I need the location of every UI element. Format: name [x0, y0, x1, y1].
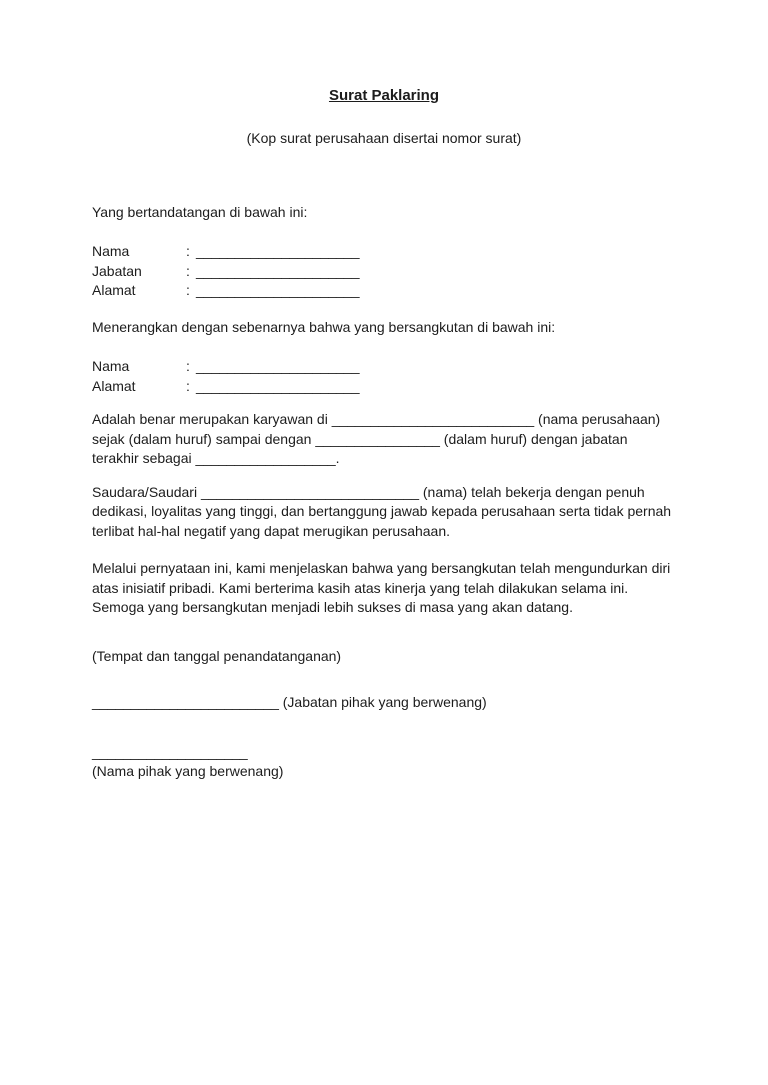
field-separator: :	[186, 282, 190, 298]
field-row-alamat	[92, 377, 676, 397]
field-blank-line: _____________________	[196, 262, 360, 279]
field-separator: :	[186, 262, 190, 279]
field-label: Nama	[92, 243, 130, 259]
signature-blank-line: ____________________	[92, 743, 248, 760]
field-row-alamat	[92, 281, 676, 301]
signer-name-note: (Nama pihak yang berwenang)	[92, 763, 284, 779]
place-date-note: (Tempat dan tanggal penandatanganan)	[92, 647, 342, 664]
field-blank-line: _____________________	[196, 243, 360, 259]
field-blank-line: _____________________	[196, 358, 360, 374]
field-separator: :	[186, 243, 190, 259]
position-signature-line: ________________________ (Jabatan pihak yang berwenang)	[92, 694, 487, 710]
signatory-fields	[92, 242, 676, 301]
field-row-jabatan	[92, 262, 676, 282]
field-label: Nama	[92, 358, 130, 374]
field-blank-line: _____________________	[196, 282, 360, 298]
field-label: Jabatan	[92, 262, 142, 279]
field-separator: :	[186, 377, 190, 394]
field-row-nama	[92, 242, 676, 262]
field-blank-line: _____________________	[196, 377, 360, 394]
document-title-text: Surat Paklaring	[328, 87, 440, 104]
body-paragraph-performance: Saudara/Saudari ____________________________ (nama) telah bekerja dengan penuh dedikasi, loyalitas yang tinggi, dan bertanggung jawab kepada perusahaan serta tidak pernah terlibat hal-hal negatif yang dapat merugikan perusahaan.	[92, 483, 672, 539]
field-label: Alamat	[92, 282, 136, 298]
body-paragraph-employment: Adalah benar merupakan karyawan di __________________________ (nama perusahaan) sejak (dalam huruf) sampai dengan ________________ (dalam huruf) dengan jabatan terakhir sebagai __________________.	[92, 411, 661, 466]
letterhead-note: (Kop surat perusahaan disertai nomor surat)	[246, 130, 522, 146]
statement-intro: Menerangkan dengan sebenarnya bahwa yang bersangkutan di bawah ini:	[92, 318, 556, 335]
document-title	[92, 86, 676, 106]
employee-fields	[92, 357, 676, 396]
body-paragraph-resignation: Melalui pernyataan ini, kami menjelaskan bahwa yang bersangkutan telah mengundurkan diri atas inisiatif pribadi. Kami berterima kasih atas kinerja yang telah dilakukan selama ini. Semoga yang bersangkutan menjadi lebih sukses di masa yang akan datang.	[92, 560, 671, 615]
field-label: Alamat	[92, 377, 136, 394]
field-row-nama	[92, 357, 676, 377]
opening-line: Yang bertandatangan di bawah ini:	[92, 203, 308, 220]
field-separator: :	[186, 358, 190, 374]
